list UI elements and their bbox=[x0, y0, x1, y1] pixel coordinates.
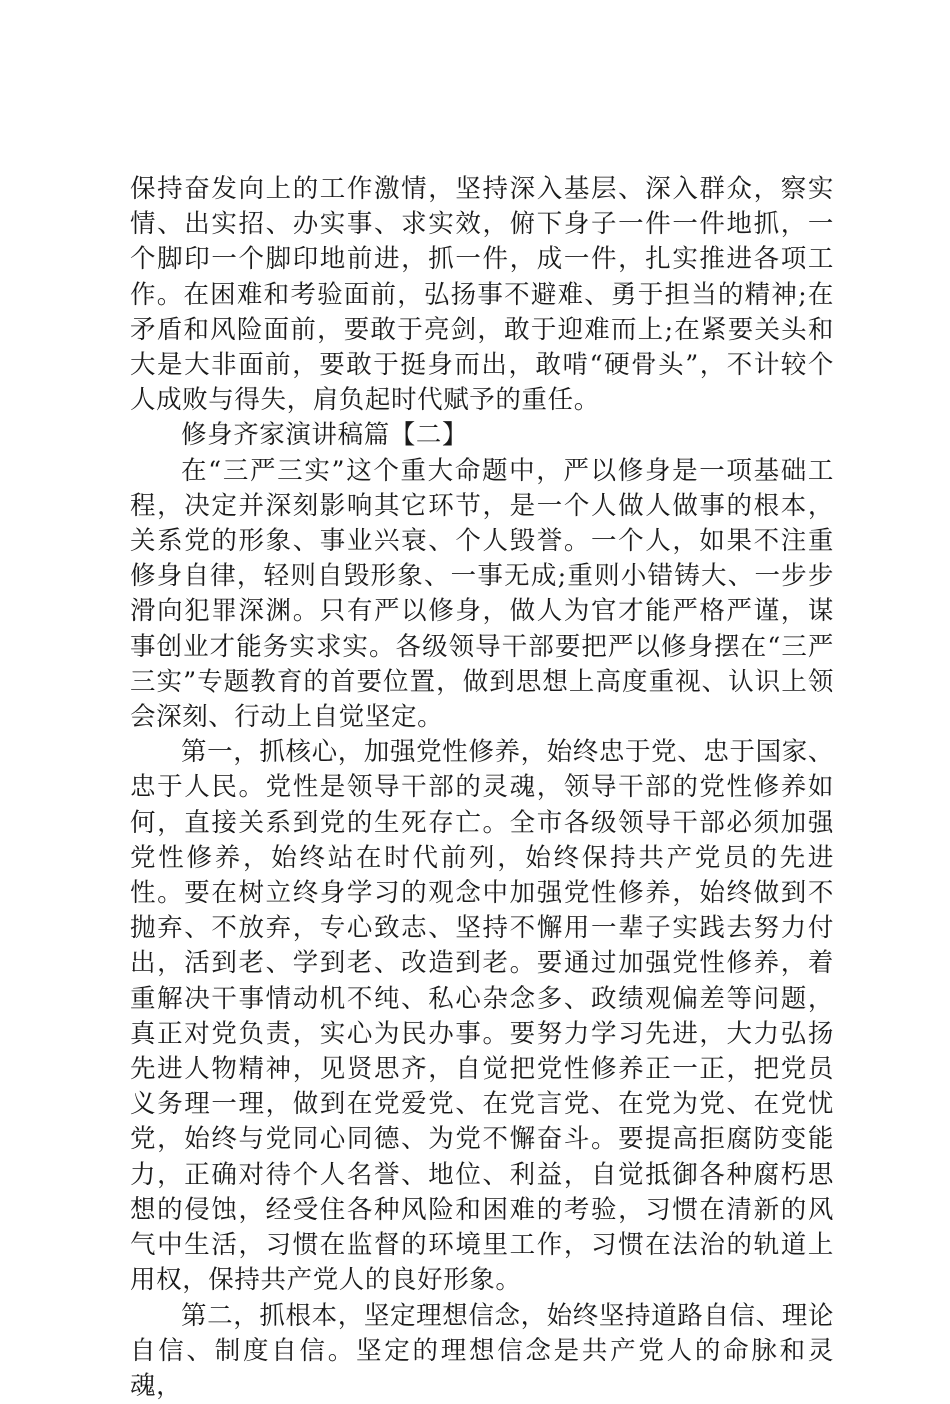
paragraph-continuation: 保持奋发向上的工作激情，坚持深入基层、深入群众，察实情、出实招、办实事、求实效，俯下身子一件一件地抓，一个脚印一个脚印地前进，抓一件，成一件，扎实推进各项工作。在困难和考验面前，弘扬事不避难、勇于担当的精神;在矛盾和风险面前，要敢于亮剑，敢于迎难而上;在紧要关头和大是大非面前，要敢于挺身而出，敢啃“硬骨头”，不计较个人成败与得失，肩负起时代赋予的重任。 bbox=[130, 172, 834, 418]
paragraph-point-one: 第一，抓核心，加强党性修养，始终忠于党、忠于国家、忠于人民。党性是领导干部的灵魂，领导干部的党性修养如何，直接关系到党的生死存亡。全市各级领导干部必须加强党性修养，始终站在时代前列，始终保持共产党员的先进性。要在树立终身学习的观念中加强党性修养，始终做到不抛弃、不放弃，专心致志、坚持不懈用一辈子实践去努力付出，活到老、学到老、改造到老。要通过加强党性修养，着重解决干事情动机不纯、私心杂念多、政绩观偏差等问题，真正对党负责，实心为民办事。要努力学习先进，大力弘扬先进人物精神，见贤思齐，自觉把党性修养正一正，把党员义务理一理，做到在党爱党、在党言党、在党为党、在党忧党，始终与党同心同德、为党不懈奋斗。要提高拒腐防变能力，正确对待个人名誉、地位、利益，自觉抵御各种腐朽思想的侵蚀，经受住各种风险和困难的考验，习惯在清新的风气中生活，习惯在监督的环境里工作，习惯在法治的轨道上用权，保持共产党人的良好形象。 bbox=[130, 735, 834, 1298]
paragraph-intro: 在“三严三实”这个重大命题中，严以修身是一项基础工程，决定并深刻影响其它环节，是一个人做人做事的根本，关系党的形象、事业兴衰、个人毁誉。一个人，如果不注重修身自律，轻则自毁形象、一事无成;重则小错铸大、一步步滑向犯罪深渊。只有严以修身，做人为官才能严格严谨，谋事创业才能务实求实。各级领导干部要把严以修身摆在“三严三实”专题教育的首要位置，做到思想上高度重视、认识上领会深刻、行动上自觉坚定。 bbox=[130, 454, 834, 736]
paragraph-point-two: 第二，抓根本，坚定理想信念，始终坚持道路自信、理论自信、制度自信。坚定的理想信念是共产党人的命脉和灵魂， bbox=[130, 1299, 834, 1404]
section-heading: 修身齐家演讲稿篇【二】 bbox=[130, 418, 834, 453]
document-page bbox=[130, 172, 834, 1404]
